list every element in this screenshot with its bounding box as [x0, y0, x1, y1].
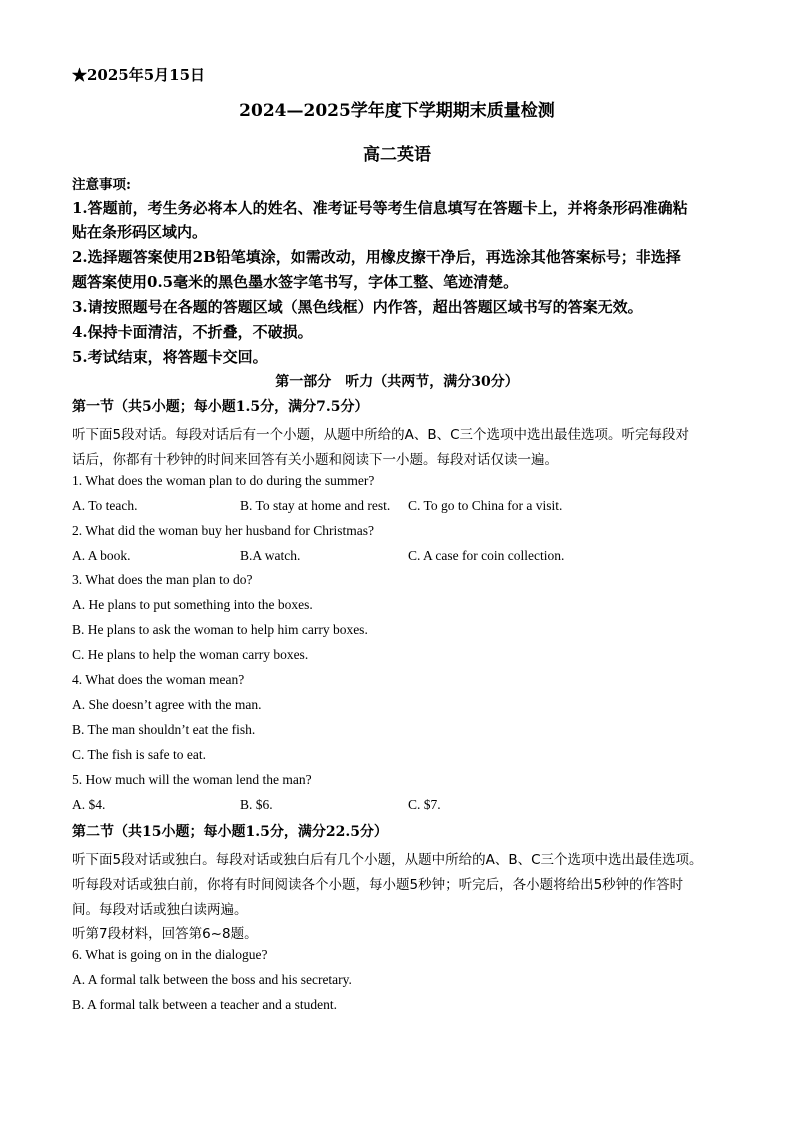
notes-heading: 注意事项:	[72, 177, 131, 193]
q3-option-c: C. He plans to help the woman carry boxes.	[72, 647, 309, 662]
q3-option-a: A. He plans to put something into the boxes.	[72, 597, 313, 612]
q5-option-b: B. $6.	[240, 797, 273, 812]
q5-option-a: A. $4.	[72, 797, 106, 812]
q2-option-a: A. A book.	[72, 548, 131, 563]
section2-instructions: 间。每段对话或独白读两遍。	[72, 902, 248, 918]
q5-option-c: C. $7.	[408, 797, 441, 812]
section2-instructions: 听下面5段对话或独白。每段对话或独白后有几个小题，从题中所给的A、B、C三个选项中选出最佳选项。	[72, 852, 703, 868]
q6-option-a: A. A formal talk between the boss and his secretary.	[72, 972, 352, 987]
q1-option-b: B. To stay at home and rest.	[240, 498, 391, 513]
question-2: 2. What did the woman buy her husband for Christmas?	[72, 523, 374, 538]
q4-option-b: B. The man shouldn’t eat the fish.	[72, 722, 256, 737]
notes-line: 5.考试结束，将答题卡交回。	[72, 348, 268, 366]
part1-title: 第一部分 听力（共两节，满分30分）	[275, 374, 519, 390]
q1-option-a: A. To teach.	[72, 498, 138, 513]
question-4: 4. What does the woman mean?	[72, 672, 245, 687]
subject-title: 高二英语	[363, 145, 431, 165]
section1-instructions: 话后，你都有十秒钟的时间来回答有关小题和阅读下一小题。每段对话仅读一遍。	[72, 452, 558, 468]
q2-option-b: B.A watch.	[240, 548, 301, 563]
q2-option-c: C. A case for coin collection.	[408, 548, 565, 563]
notes-line: 4.保持卡面清洁，不折叠，不破损。	[72, 323, 313, 341]
notes-line: 1.答题前，考生务必将本人的姓名、准考证号等考生信息填写在答题卡上，并将条形码准确粘	[72, 199, 688, 217]
question-3: 3. What does the man plan to do?	[72, 572, 253, 587]
material-label: 听第7段材料，回答第6~8题。	[72, 926, 258, 942]
q4-option-c: C. The fish is safe to eat.	[72, 747, 206, 762]
q6-option-b: B. A formal talk between a teacher and a student.	[72, 997, 338, 1012]
section1-instructions: 听下面5段对话。每段对话后有一个小题，从题中所给的A、B、C三个选项中选出最佳选项。听完每段对	[72, 427, 690, 443]
exam-title: 2024—2025学年度下学期期末质量检测	[239, 101, 555, 121]
notes-line: 题答案使用0.5毫米的黑色墨水签字笔书写，字体工整、笔迹清楚。	[72, 273, 519, 291]
section1-title: 第一节（共5小题；每小题1.5分，满分7.5分）	[72, 399, 369, 415]
q3-option-b: B. He plans to ask the woman to help him carry boxes.	[72, 622, 368, 637]
q4-option-a: A. She doesn’t agree with the man.	[72, 697, 262, 712]
exam-date: ★2025年5月15日	[72, 66, 206, 84]
question-5: 5. How much will the woman lend the man?	[72, 772, 312, 787]
section2-title: 第二节（共15小题；每小题1.5分，满分22.5分）	[72, 824, 388, 840]
section2-instructions: 听每段对话或独白前，你将有时间阅读各个小题，每小题5秒钟；听完后，各小题将给出5秒钟的作答时	[72, 877, 684, 893]
question-6: 6. What is going on in the dialogue?	[72, 947, 268, 962]
notes-line: 3.请按照题号在各题的答题区域（黑色线框）内作答，超出答题区域书写的答案无效。	[72, 298, 643, 316]
notes-line: 贴在条形码区域内。	[72, 223, 208, 241]
question-1: 1. What does the woman plan to do during the summer?	[72, 473, 375, 488]
q1-option-c: C. To go to China for a visit.	[408, 498, 563, 513]
notes-line: 2.选择题答案使用2B铅笔填涂，如需改动，用橡皮擦干净后，再选涂其他答案标号；非选择	[72, 248, 681, 266]
